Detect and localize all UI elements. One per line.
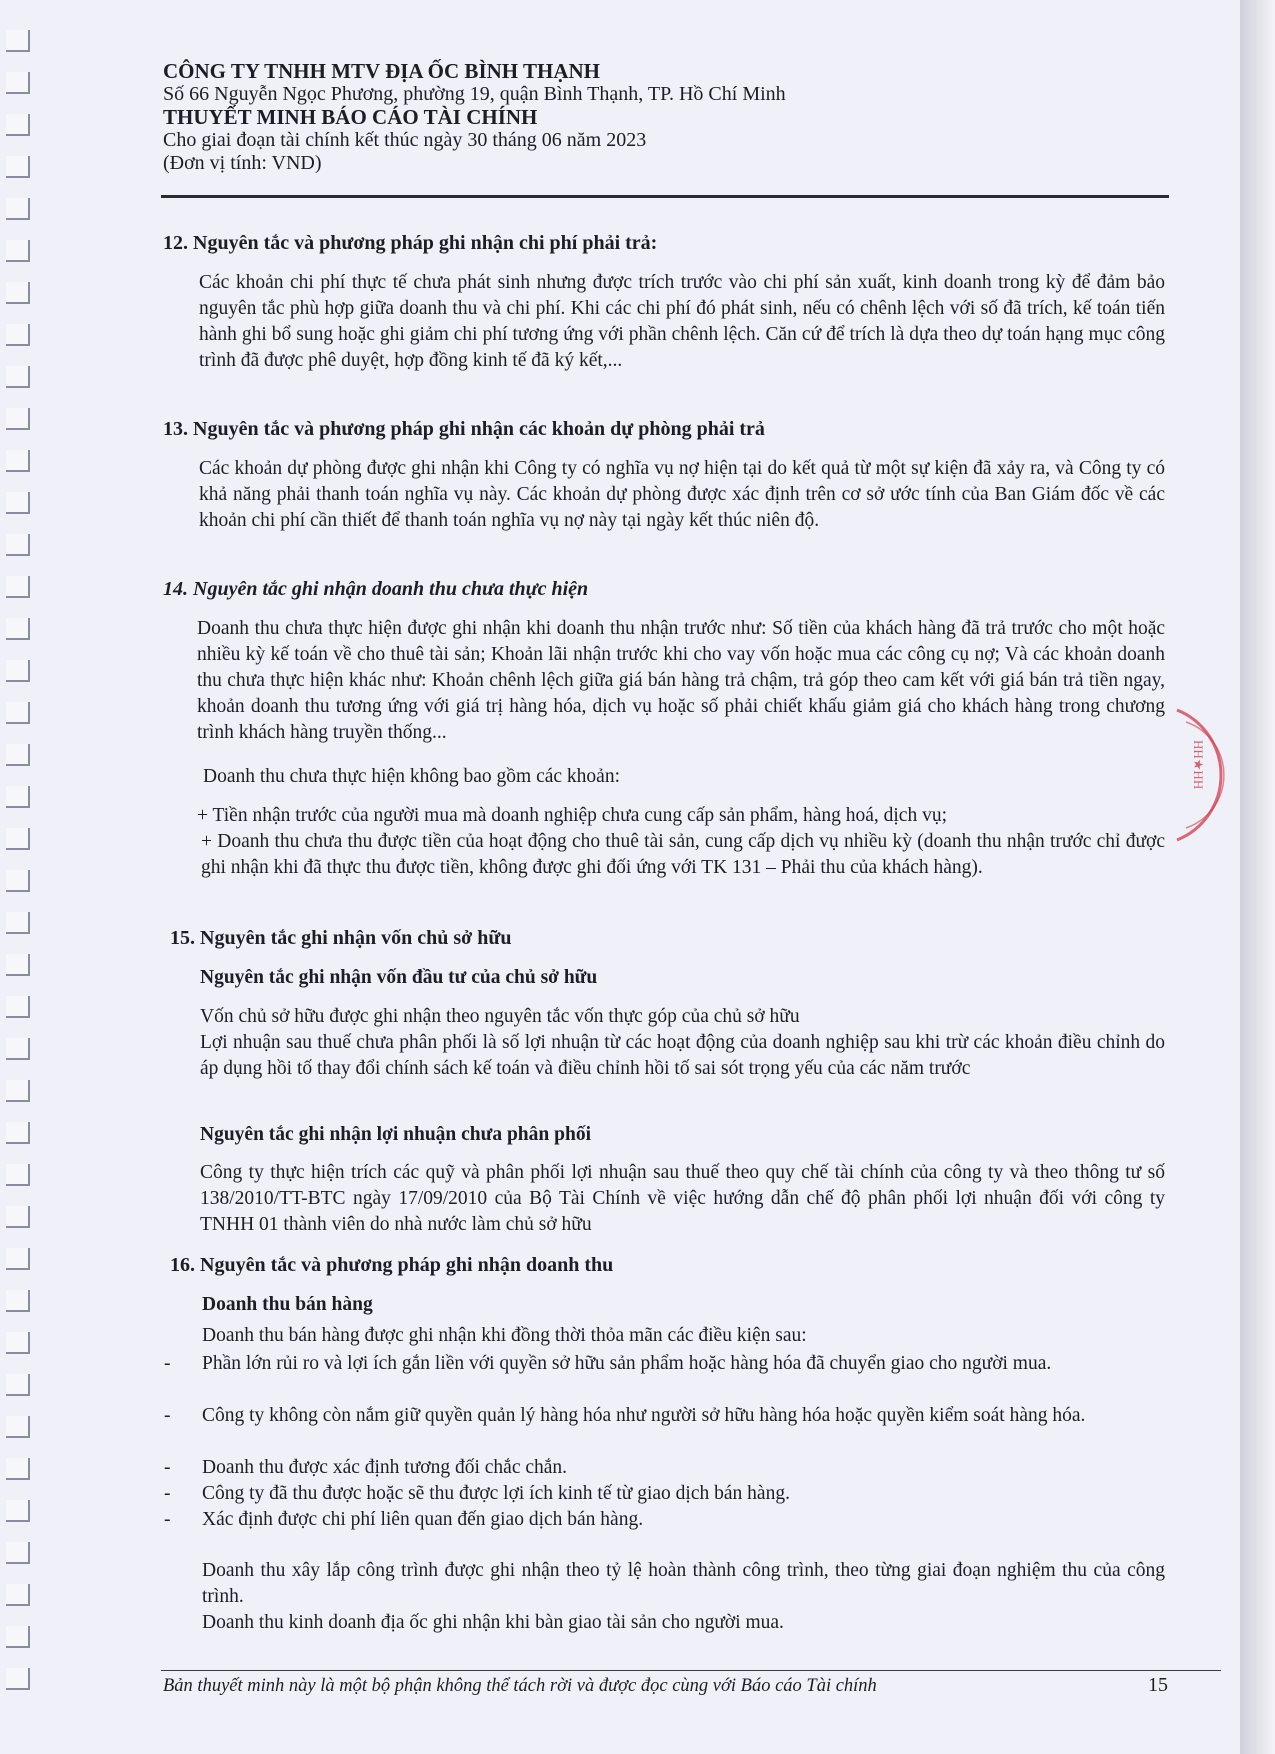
bullet-dash: -: [164, 1405, 171, 1426]
bullet-dash: -: [164, 1483, 171, 1504]
section-14-exclusion-1: + Tiền nhận trước của người mua mà doanh nghiệp chưa cung cấp sản phẩm, hàng hoá, dịch vụ;: [197, 805, 947, 826]
section-15-subheading-2: Nguyên tắc ghi nhận lợi nhuận chưa phân phối: [200, 1124, 591, 1145]
company-seal: [1172, 700, 1232, 850]
condition-item: Xác định được chi phí liên quan đến giao dịch bán hàng.: [202, 1509, 644, 1530]
page-number: 15: [1148, 1674, 1168, 1696]
condition-item: Doanh thu được xác định tương đối chắc chắn.: [202, 1457, 568, 1478]
section-15-text-2: Công ty thực hiện trích các quỹ và phân phối lợi nhuận sau thuế theo quy chế tài chính của công ty và theo thông tư số 138/2010/TT-BTC ngày 17/09/2010 của Bộ Tài Chính về việc hướng dẫn chế độ phân phối lợi nhuận đối với công ty TNHH 01 thành viên do nhà nước làm chủ sở hữu: [200, 1162, 1165, 1235]
section-16-intro: Doanh thu bán hàng được ghi nhận khi đồng thời thỏa mãn các điều kiện sau:: [202, 1325, 807, 1346]
condition-item: Công ty không còn nắm giữ quyền quản lý hàng hóa như người sở hữu hàng hóa hoặc quyền kiểm soát hàng hóa.: [202, 1405, 1086, 1426]
bullet-dash: -: [164, 1509, 171, 1530]
condition-item: Công ty đã thu được hoặc sẽ thu được lợi ích kinh tế từ giao dịch bán hàng.: [202, 1483, 790, 1504]
bullet-dash: -: [164, 1457, 171, 1478]
company-name: CÔNG TY TNHH MTV ĐỊA ỐC BÌNH THẠNH: [163, 59, 600, 83]
company-address: Số 66 Nguyễn Ngọc Phương, phường 19, quận Bình Thạnh, TP. Hồ Chí Minh: [163, 83, 786, 105]
header-divider: [161, 195, 1169, 198]
section-15-line-1: Vốn chủ sở hữu được ghi nhận theo nguyên tắc vốn thực góp của chủ sở hữu: [200, 1006, 800, 1027]
section-16-heading: 16. Nguyên tắc và phương pháp ghi nhận doanh thu: [170, 1254, 614, 1276]
seal-text: HH★HH: [1191, 740, 1206, 790]
section-13-heading: 13. Nguyên tắc và phương pháp ghi nhận các khoản dự phòng phải trả: [163, 418, 765, 440]
real-estate-revenue-text: Doanh thu kinh doanh địa ốc ghi nhận khi bàn giao tài sản cho người mua.: [202, 1612, 784, 1633]
section-15-subheading-1: Nguyên tắc ghi nhận vốn đầu tư của chủ sở hữu: [200, 967, 598, 988]
section-14-text: Doanh thu chưa thực hiện được ghi nhận khi doanh thu nhận trước như: Số tiền của khách hàng đã trả trước cho một hoặc nhiều kỳ kế toán về cho thuê tài sản; Khoản lãi nhận trước khi cho vay vốn hoặc mua các công cụ nợ; Và các khoản doanh thu chưa thực hiện khác như: Khoản chênh lệch giữa giá bán hàng trả chậm, trả góp theo cam kết với giá bán trả tiền ngay, khoản doanh thu tương ứng với giá trị hàng hóa, dịch vụ hoặc số phải chiết khấu giảm giá cho khách hàng trong chương trình khách hàng truyền thống...: [197, 618, 1165, 743]
condition-item: Phần lớn rủi ro và lợi ích gắn liền với quyền sở hữu sản phẩm hoặc hàng hóa đã chuyển giao cho người mua.: [202, 1353, 1052, 1374]
section-14-exclusions-intro: Doanh thu chưa thực hiện không bao gồm các khoản:: [203, 766, 620, 787]
bullet-dash: -: [164, 1353, 171, 1374]
page-edge: [1240, 0, 1275, 1754]
section-14-exclusion-2: + Doanh thu chưa thu được tiền của hoạt động cho thuê tài sản, cung cấp dịch vụ nhiều kỳ (doanh thu nhận trước chỉ được ghi nhận khi đã thực thu được tiền, không được ghi đối ứng với TK 131 – Phải thu của khách hàng).: [201, 831, 1165, 878]
section-15-heading: 15. Nguyên tắc ghi nhận vốn chủ sở hữu: [170, 927, 512, 949]
construction-revenue-text: Doanh thu xây lắp công trình được ghi nhận theo tỷ lệ hoàn thành công trình, theo từng giai đoạn nghiệm thu của công trình.: [202, 1560, 1165, 1607]
section-12-text: Các khoản chi phí thực tế chưa phát sinh nhưng được trích trước vào chi phí sản xuất, kinh doanh trong kỳ để đảm bảo nguyên tắc phù hợp giữa doanh thu và chi phí. Khi các chi phí đó phát sinh, nếu có chênh lệch với số đã trích, kế toán tiến hành ghi bổ sung hoặc ghi giảm chi phí tương ứng với phần chênh lệch. Căn cứ để trích là dựa theo dự toán hạng mục công trình đã được phê duyệt, hợp đồng kinh tế đã ký kết,...: [199, 272, 1165, 371]
report-period: Cho giai đoạn tài chính kết thúc ngày 30 tháng 06 năm 2023: [163, 129, 647, 151]
currency-unit: (Đơn vị tính: VND): [163, 152, 322, 174]
section-14-heading: 14. Nguyên tắc ghi nhận doanh thu chưa thực hiện: [163, 578, 589, 600]
footer-note: Bản thuyết minh này là một bộ phận không thể tách rời và được đọc cùng với Báo cáo Tài chính: [163, 1676, 877, 1696]
spiral-binding: [6, 30, 36, 1710]
report-title: THUYẾT MINH BÁO CÁO TÀI CHÍNH: [163, 105, 538, 129]
footer-divider: [161, 1670, 1221, 1671]
section-15-line-2: Lợi nhuận sau thuế chưa phân phối là số lợi nhuận từ các hoạt động của doanh nghiệp sau khi trừ các khoản điều chỉnh do áp dụng hồi tố thay đổi chính sách kế toán và điều chỉnh hồi tố sai sót trọng yếu của các năm trước: [200, 1032, 1165, 1079]
report-header: [163, 60, 1163, 175]
section-16-subheading: Doanh thu bán hàng: [202, 1294, 373, 1315]
section-13-text: Các khoản dự phòng được ghi nhận khi Công ty có nghĩa vụ nợ hiện tại do kết quả từ một sự kiện đã xảy ra, và Công ty có khả năng phải thanh toán nghĩa vụ này. Các khoản dự phòng được xác định trên cơ sở ước tính của Ban Giám đốc về các khoản chi phí cần thiết để thanh toán nghĩa vụ nợ này tại ngày kết thúc niên độ.: [199, 458, 1165, 531]
section-12-heading: 12. Nguyên tắc và phương pháp ghi nhận chi phí phải trả:: [163, 232, 658, 254]
